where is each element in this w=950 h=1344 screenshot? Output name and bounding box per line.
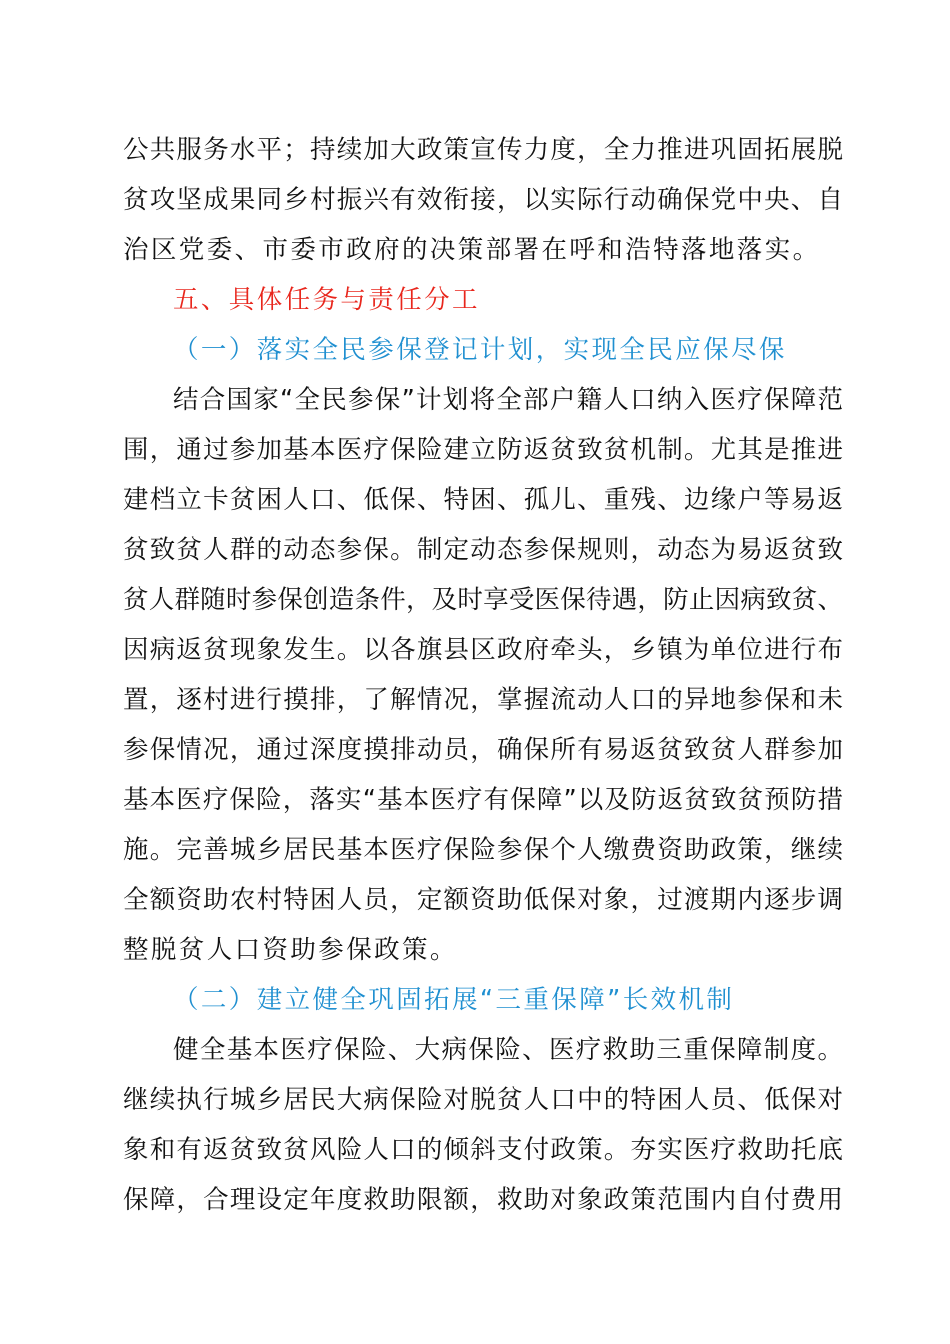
paragraph-first-line: 健全基本医疗保险、大病保险、医疗救助三重保障制度。 xyxy=(173,1035,843,1065)
body-text-line: 整脱贫人口资助参保政策。 xyxy=(123,935,458,965)
body-text-line: 因病返贫现象发生。以各旗县区政府牵头，乡镇为单位进行布 xyxy=(123,635,843,665)
body-text-line: 公共服务水平；持续加大政策宣传力度，全力推进巩固拓展脱 xyxy=(123,135,843,165)
body-text-line: 贫攻坚成果同乡村振兴有效衔接，以实际行动确保党中央、自 xyxy=(123,185,843,215)
body-text-line: 贫致贫人群的动态参保。制定动态参保规则，动态为易返贫致 xyxy=(123,535,843,565)
body-text-line: 施。完善城乡居民基本医疗保险参保个人缴费资助政策，继续 xyxy=(123,835,843,865)
body-text-line: 置，逐村进行摸排，了解情况，掌握流动人口的异地参保和未 xyxy=(123,685,843,715)
body-text-line: 基本医疗保险，落实“基本医疗有保障”以及防返贫致贫预防措 xyxy=(123,785,843,815)
subsection-heading: （一）落实全民参保登记计划，实现全民应保尽保 xyxy=(173,335,787,365)
body-text-line: 建档立卡贫困人口、低保、特困、孤儿、重残、边缘户等易返 xyxy=(123,485,843,515)
paragraph-first-line: 结合国家“全民参保”计划将全部户籍人口纳入医疗保障范 xyxy=(173,385,843,415)
body-text-line: 全额资助农村特困人员，定额资助低保对象，过渡期内逐步调 xyxy=(123,885,843,915)
section-heading: 五、具体任务与责任分工 xyxy=(173,285,480,315)
body-text-line: 治区党委、市委市政府的决策部署在呼和浩特落地落实。 xyxy=(123,235,821,265)
subsection-heading: （二）建立健全巩固拓展“三重保障”长效机制 xyxy=(173,985,735,1015)
body-text-line: 继续执行城乡居民大病保险对脱贫人口中的特困人员、低保对 xyxy=(123,1085,843,1115)
body-text-line: 围，通过参加基本医疗保险建立防返贫致贫机制。尤其是推进 xyxy=(123,435,843,465)
body-text-line: 贫人群随时参保创造条件，及时享受医保待遇，防止因病致贫、 xyxy=(123,585,843,615)
body-text-line: 象和有返贫致贫风险人口的倾斜支付政策。夯实医疗救助托底 xyxy=(123,1135,843,1165)
body-text-line: 参保情况，通过深度摸排动员，确保所有易返贫致贫人群参加 xyxy=(123,735,843,765)
body-text-line: 保障，合理设定年度救助限额，救助对象政策范围内自付费用 xyxy=(123,1185,843,1215)
